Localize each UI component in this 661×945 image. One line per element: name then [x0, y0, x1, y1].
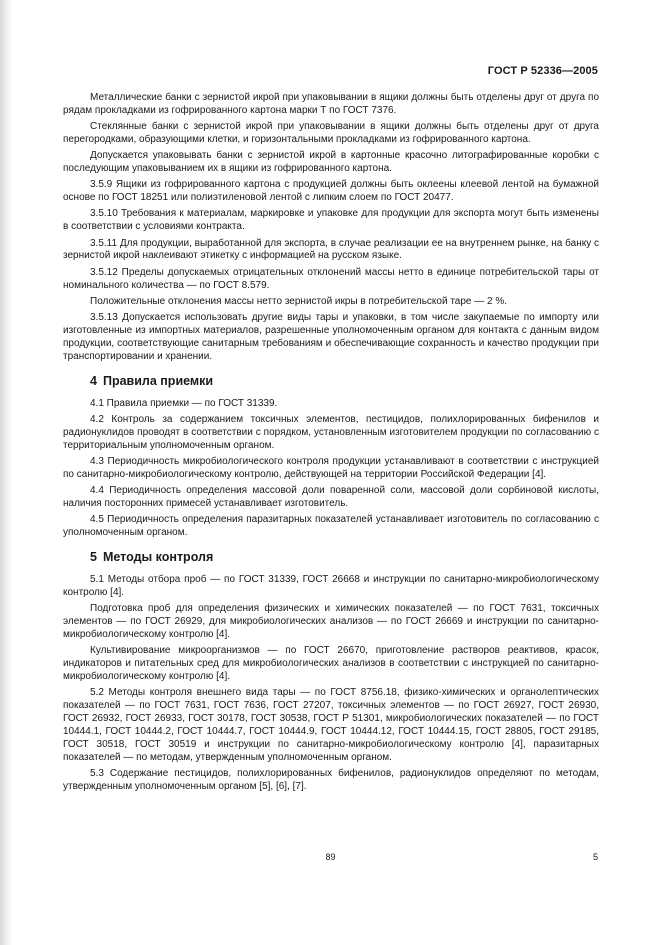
paragraph: Допускается упаковывать банки с зернистой икрой в картонные красочно литографированные коробки с последующим упаковыванием их в ящики из гофрированного картона.: [63, 150, 599, 175]
paragraph: 5.3 Содержание пестицидов, полихлорированных бифенилов, радионуклидов определяют по методам, утвержденным уполномоченным органом [5], [6], [7].: [63, 767, 599, 792]
paragraph: 3.5.12 Пределы допускаемых отрицательных отклонений массы нетто в единице потребительской тары от номинального количества — по ГОСТ 8.579.: [63, 266, 599, 291]
paragraph: 4.2 Контроль за содержанием токсичных элементов, пестицидов, полихлорированных бифенилов и радионуклидов проводят в соответствии с порядком, установленным изготовителем продукции по согласованию с территориальным уполномоченным органом.: [63, 413, 599, 451]
paragraph: 3.5.11 Для продукции, выработанной для экспорта, в случае реализации ее на внутреннем рынке, на банку с зернистой икрой наклеивают этикетку с информацией на русском языке.: [63, 237, 599, 262]
section-title: Правила приемки: [102, 373, 214, 388]
footer-sheet-number: 89: [325, 852, 336, 862]
section-intro: [63, 92, 599, 364]
section-title: Методы контроля: [102, 549, 214, 564]
section-heading-4: [90, 374, 599, 389]
page-body: [63, 92, 599, 797]
paragraph: Подготовка проб для определения физических и химических показателей — по ГОСТ 7631, токсичных элементов — по ГОСТ 26929, для микробиологических анализов — по ГОСТ 26669 и инструкции по санитарно-микробиологическому контролю [4].: [63, 602, 599, 640]
paragraph: 5.1 Методы отбора проб — по ГОСТ 31339, ГОСТ 26668 и инструкции по санитарно-микробиологическому контролю [4].: [63, 573, 599, 598]
section-5: [63, 574, 599, 794]
section-heading-5: [90, 550, 599, 565]
paragraph: 4.4 Периодичность определения массовой доли поваренной соли, массовой доли сорбиновой кислоты, наличия посторонних примесей устанавливает изготовитель.: [63, 484, 599, 509]
document-header: ГОСТ Р 52336—2005: [487, 65, 598, 77]
paragraph: Стеклянные банки с зернистой икрой при упаковывании в ящики должны быть отделены друг от друга перегородками, образующими клетки, и горизонтальными прокладками из гофрированного картона.: [63, 121, 599, 146]
section-number: 4: [90, 373, 97, 388]
section-number: 5: [90, 549, 97, 564]
page-number: 5: [592, 852, 598, 862]
paragraph: 4.1 Правила приемки — по ГОСТ 31339.: [90, 397, 278, 409]
paragraph: 5.2 Методы контроля внешнего вида тары — по ГОСТ 8756.18, физико-химических и органолептических показателей — по ГОСТ 7631, ГОСТ 7636, ГОСТ 27207, токсичных элементов — по ГОСТ 26927, ГОСТ 26930, ГОСТ 26932, ГОСТ 26933, ГОСТ 30178, ГОСТ 30538, ГОСТ Р 51301, микробиологических показателей — по ГОСТ 10444.1, ГОСТ 10444.2, ГОСТ 10444.7, ГОСТ 10444.9, ГОСТ 10444.12, ГОСТ 10444.15, ГОСТ 28805, ГОСТ 29185, ГОСТ 30518, ГОСТ 30519 и инструкции по санитарно-микробиологическому контролю [4], паразитарных показателей — по методам, утвержденным уполномоченным органом.: [63, 686, 599, 763]
page-edge-shadow: [0, 0, 12, 945]
section-4: [63, 398, 599, 540]
paragraph: 3.5.13 Допускается использовать другие виды тары и упаковки, в том числе закупаемые по импорту или изготовленные из импортных материалов, разрешенные уполномоченным органом для контакта с данным видом продукции, соответствующие санитарным требованиям и обеспечивающие сохранность и качество продукции при транспортировании и хранении.: [63, 311, 599, 362]
paragraph: 4.5 Периодичность определения паразитарных показателей устанавливает изготовитель по согласованию с уполномоченным органом.: [63, 514, 599, 538]
paragraph: Металлические банки с зернистой икрой при упаковывании в ящики должны быть отделены друг от друга по рядам прокладками из гофрированного картона марки Т по ГОСТ 7376.: [63, 92, 599, 116]
paragraph: Культивирование микроорганизмов — по ГОСТ 26670, приготовление растворов реактивов, красок, индикаторов и питательных сред для микробиологических анализов в соответствии с инструкцией по санитарно-микробиологическому контролю [4].: [63, 644, 599, 682]
paragraph: Положительные отклонения массы нетто зернистой икры в потребительской таре — 2 %.: [90, 295, 508, 307]
paragraph: 4.3 Периодичность микробиологического контроля продукции устанавливают в соответствии с инструкцией по санитарно-микробиологическому контролю, действующей на территории Российской Федерации [4].: [63, 455, 599, 480]
paragraph: 3.5.10 Требования к материалам, маркировке и упаковке для продукции для экспорта могут быть изменены в соответствии с условиями контракта.: [63, 208, 599, 233]
paragraph: 3.5.9 Ящики из гофрированного картона с продукцией должны быть оклеены клеевой лентой на бумажной основе по ГОСТ 18251 или полиэтиленовой лентой с липким слоем по ГОСТ 20477.: [63, 179, 599, 204]
